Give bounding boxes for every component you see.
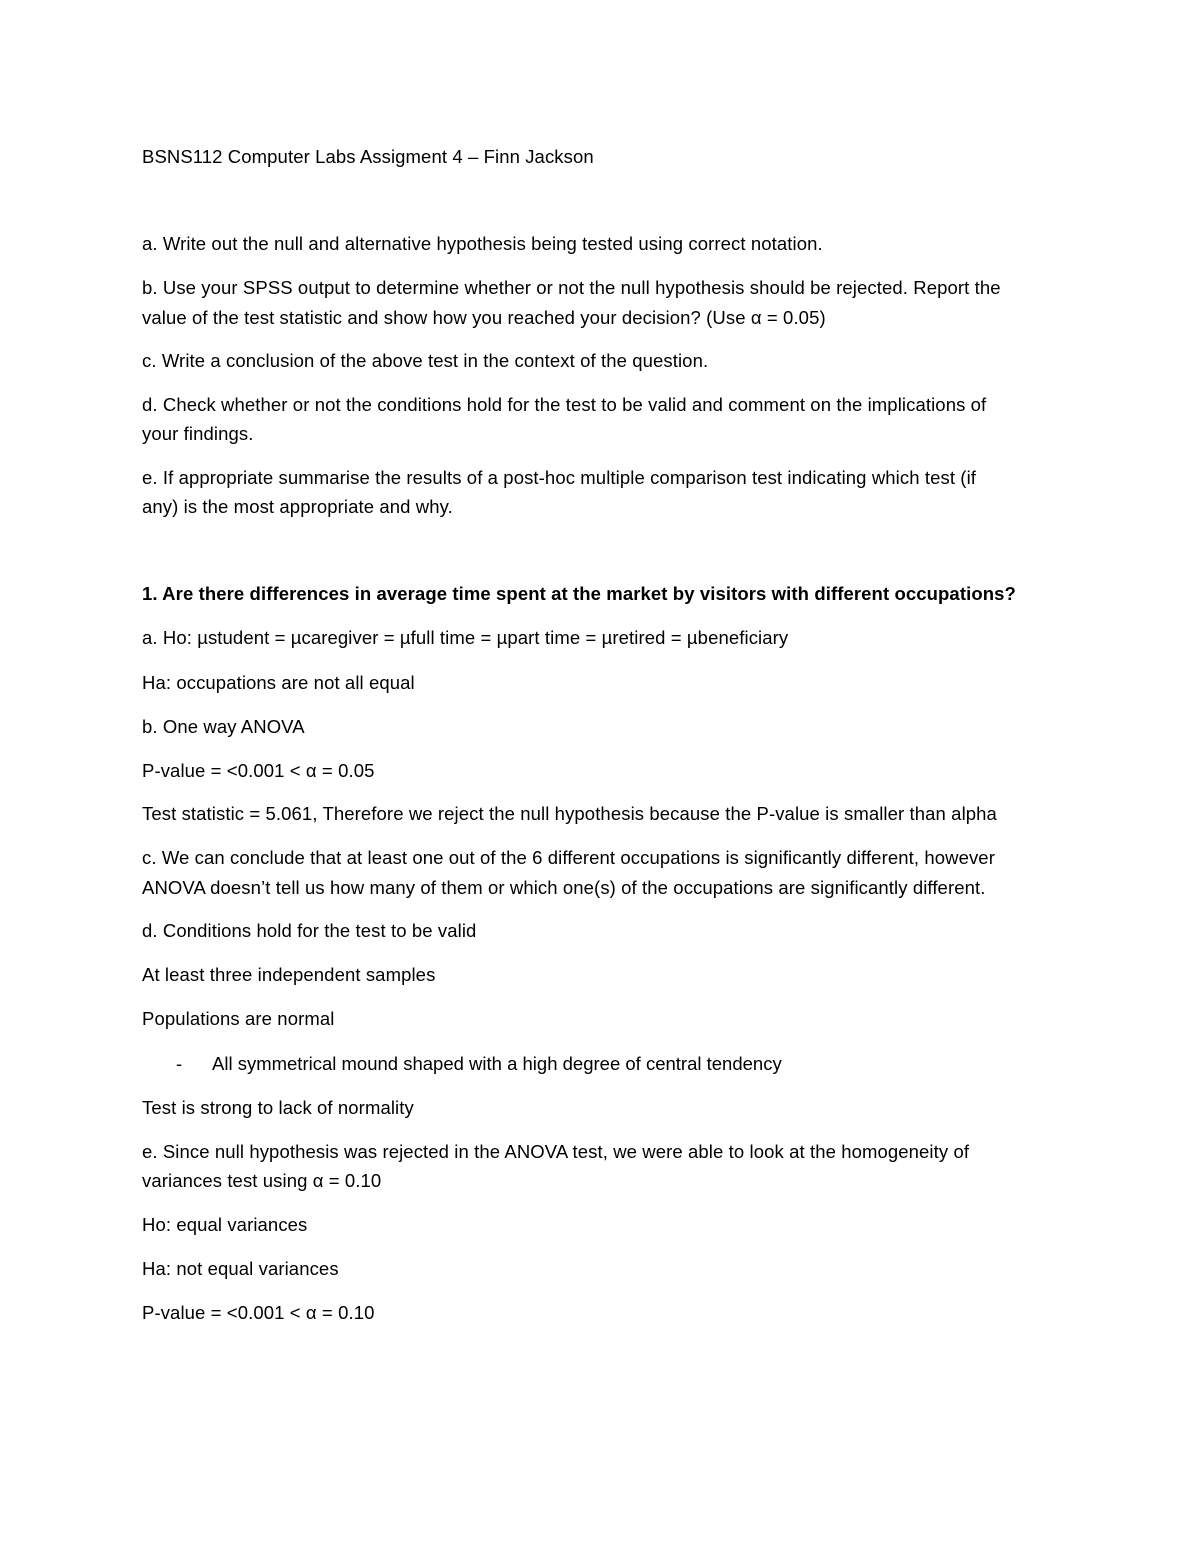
answer-d-bullet-symmetrical: All symmetrical mound shaped with a high degree of central tendency (212, 1053, 782, 1074)
answer-c-line1: c. We can conclude that at least one out of the 6 different occupations is significantly different, however (142, 847, 995, 868)
answer-d-strong-to-normality: Test is strong to lack of normality (142, 1097, 414, 1118)
instruction-e-line1: e. If appropriate summarise the results of a post-hoc multiple comparison test indicating which test (if (142, 467, 977, 488)
answer-b-p-value: P-value = <0.001 < α = 0.05 (142, 760, 375, 781)
answer-e-line2: variances test using α = 0.10 (142, 1170, 382, 1191)
answer-a-null-hypothesis: a. Ho: µstudent = µcaregiver = µfull time = µpart time = µretired = µbeneficiary (142, 627, 789, 648)
instruction-e-line2: any) is the most appropriate and why. (142, 496, 453, 517)
instruction-d-line2: your findings. (142, 423, 254, 444)
instruction-b-line1: b. Use your SPSS output to determine whether or not the null hypothesis should be rejected. Report the (142, 277, 1001, 298)
answer-e-line1: e. Since null hypothesis was rejected in the ANOVA test, we were able to look at the homogeneity of (142, 1141, 970, 1162)
document-title: BSNS112 Computer Labs Assigment 4 – Finn Jackson (142, 146, 594, 167)
question-1-heading: 1. Are there differences in average time spent at the market by visitors with different occupations? (142, 583, 1016, 604)
answer-b-test-statistic: Test statistic = 5.061, Therefore we reject the null hypothesis because the P-value is smaller than alpha (142, 803, 997, 824)
instruction-b-line2: value of the test statistic and show how you reached your decision? (Use α = 0.05) (142, 307, 826, 328)
answer-e-alternative-hypothesis: Ha: not equal variances (142, 1258, 339, 1279)
instruction-d-line1: d. Check whether or not the conditions hold for the test to be valid and comment on the implications of (142, 394, 987, 415)
answer-e-p-value: P-value = <0.001 < α = 0.10 (142, 1302, 375, 1323)
answer-c-line2: ANOVA doesn’t tell us how many of them or which one(s) of the occupations are significantly different. (142, 877, 986, 898)
answer-d-heading: d. Conditions hold for the test to be valid (142, 920, 477, 941)
bullet-dash: - (176, 1053, 183, 1074)
instruction-a: a. Write out the null and alternative hypothesis being tested using correct notation. (142, 233, 823, 254)
answer-d-populations-normal: Populations are normal (142, 1008, 335, 1029)
answer-b-test-name: b. One way ANOVA (142, 716, 305, 737)
answer-d-independent-samples: At least three independent samples (142, 964, 436, 985)
answer-a-alternative-hypothesis: Ha: occupations are not all equal (142, 672, 415, 693)
instruction-c: c. Write a conclusion of the above test in the context of the question. (142, 350, 709, 371)
answer-e-null-hypothesis: Ho: equal variances (142, 1214, 308, 1235)
